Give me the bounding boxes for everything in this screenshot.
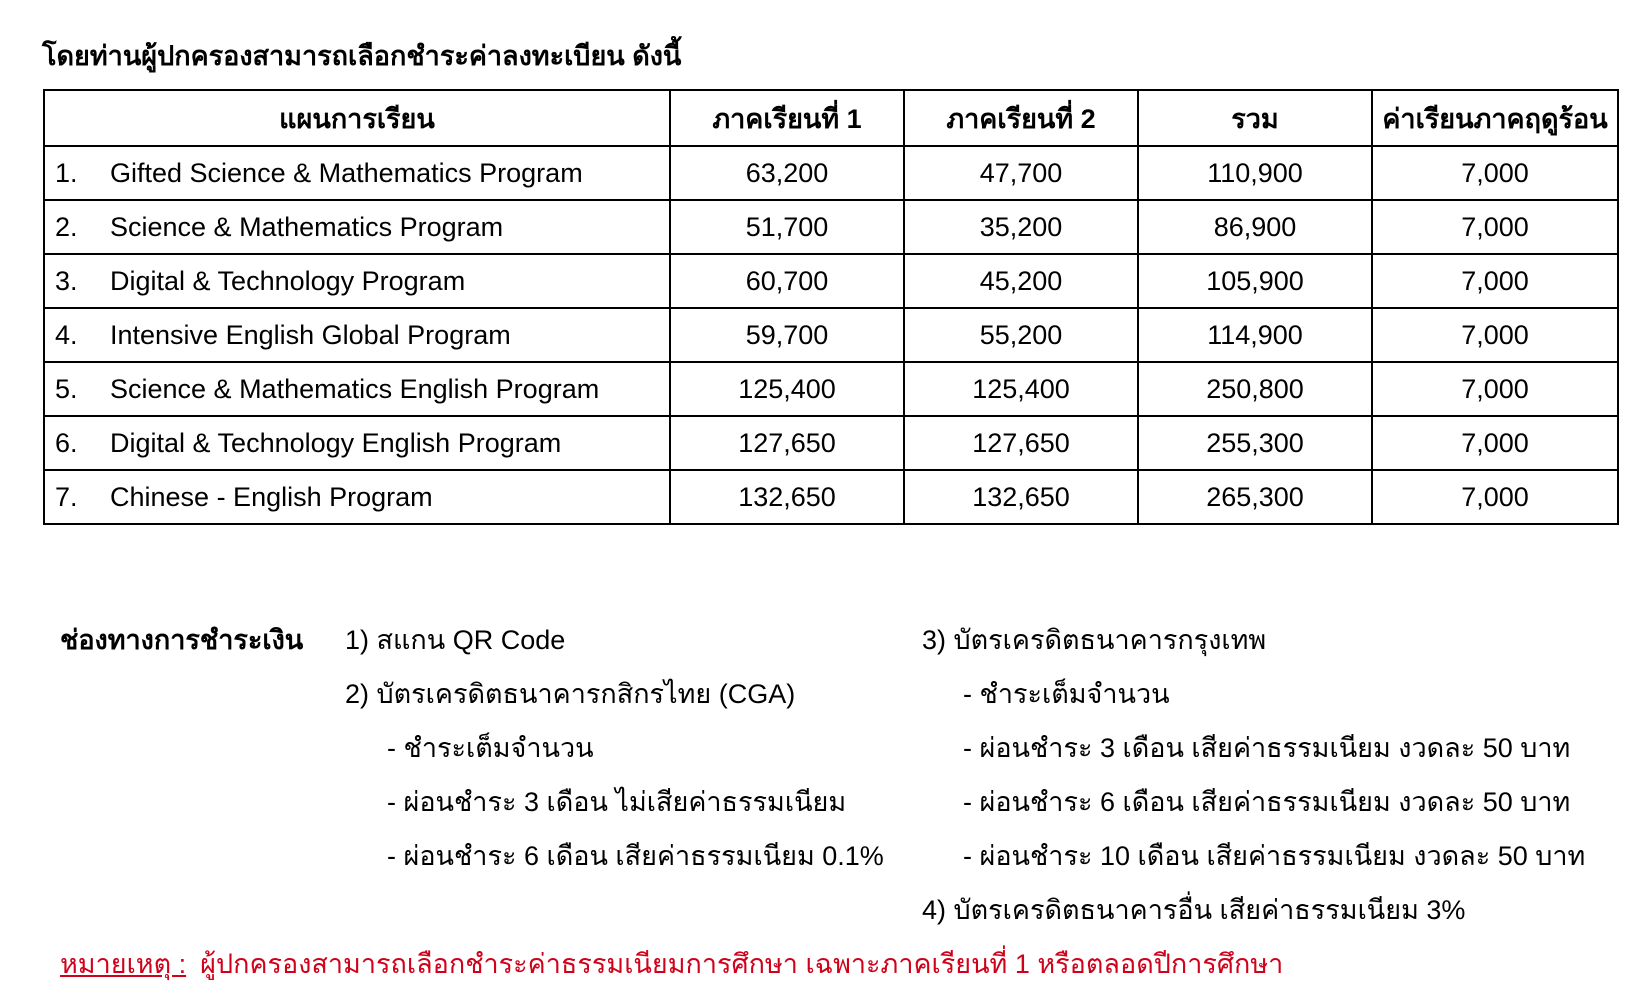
total-cell: 105,900 [1138, 254, 1372, 308]
row-number: 7. [55, 481, 78, 512]
payment-option: 1) สแกน QR Code [345, 625, 566, 655]
program-name: Science & Mathematics English Program [110, 373, 600, 404]
payment-option: 2) บัตรเครดิตธนาคารกสิกรไทย (CGA) [345, 679, 796, 709]
program-name: Digital & Technology English Program [110, 427, 562, 458]
summer-cell: 7,000 [1372, 200, 1618, 254]
table-row [44, 200, 1618, 254]
header-summer: ค่าเรียนภาคฤดูร้อน [1372, 90, 1618, 146]
payment-suboption: - ชำระเต็มจำนวน [387, 733, 594, 763]
term2-cell: 35,200 [904, 200, 1138, 254]
program-cell [44, 308, 670, 362]
payment-suboption: - ผ่อนชำระ 10 เดือน เสียค่าธรรมเนียม งวดละ 50 บาท [963, 841, 1586, 871]
total-cell: 250,800 [1138, 362, 1372, 416]
term1-cell: 63,200 [670, 146, 904, 200]
payment-option: 3) บัตรเครดิตธนาคารกรุงเทพ [922, 625, 1267, 655]
note [60, 942, 1283, 985]
note-text: ผู้ปกครองสามารถเลือกชำระค่าธรรมเนียมการศึกษา เฉพาะภาคเรียนที่ 1 หรือตลอดปีการศึกษา [200, 949, 1284, 979]
row-number: 2. [55, 211, 78, 242]
term1-cell: 125,400 [670, 362, 904, 416]
payment-suboption: - ผ่อนชำระ 3 เดือน เสียค่าธรรมเนียม งวดละ 50 บาท [963, 733, 1571, 763]
payment-suboption: - ผ่อนชำระ 6 เดือน เสียค่าธรรมเนียม งวดละ 50 บาท [963, 787, 1571, 817]
total-cell: 114,900 [1138, 308, 1372, 362]
program-name: Chinese - English Program [110, 481, 433, 512]
intro-heading: โดยท่านผู้ปกครองสามารถเลือกชำระค่าลงทะเบียน ดังนี้ [42, 41, 682, 71]
program-cell [44, 416, 670, 470]
table-row [44, 416, 1618, 470]
program-cell [44, 200, 670, 254]
row-number: 4. [55, 319, 78, 350]
term1-cell: 127,650 [670, 416, 904, 470]
table-row [44, 470, 1618, 524]
row-number: 3. [55, 265, 78, 296]
summer-cell: 7,000 [1372, 308, 1618, 362]
total-cell: 265,300 [1138, 470, 1372, 524]
term2-cell: 55,200 [904, 308, 1138, 362]
payment-title: ช่องทางการชำระเงิน [60, 625, 304, 655]
payment-suboption: - ชำระเต็มจำนวน [963, 679, 1170, 709]
total-cell: 86,900 [1138, 200, 1372, 254]
header-term2: ภาคเรียนที่ 2 [904, 90, 1138, 146]
total-cell: 255,300 [1138, 416, 1372, 470]
term2-cell: 132,650 [904, 470, 1138, 524]
table-row [44, 254, 1618, 308]
program-cell [44, 362, 670, 416]
term2-cell: 127,650 [904, 416, 1138, 470]
payment-option: 4) บัตรเครดิตธนาคารอื่น เสียค่าธรรมเนียม 3% [922, 895, 1466, 925]
program-name: Intensive English Global Program [110, 319, 511, 350]
summer-cell: 7,000 [1372, 416, 1618, 470]
row-number: 6. [55, 427, 78, 458]
note-label: หมายเหตุ : [60, 949, 187, 979]
term1-cell: 59,700 [670, 308, 904, 362]
program-name: Science & Mathematics Program [110, 211, 504, 242]
term2-cell: 47,700 [904, 146, 1138, 200]
header-total: รวม [1138, 90, 1372, 146]
payment-suboption: - ผ่อนชำระ 3 เดือน ไม่เสียค่าธรรมเนียม [387, 787, 847, 817]
summer-cell: 7,000 [1372, 254, 1618, 308]
program-name: Gifted Science & Mathematics Program [110, 157, 583, 188]
term1-cell: 51,700 [670, 200, 904, 254]
table-row [44, 362, 1618, 416]
term2-cell: 125,400 [904, 362, 1138, 416]
term2-cell: 45,200 [904, 254, 1138, 308]
program-cell [44, 254, 670, 308]
table-header-row [44, 90, 1618, 146]
program-cell [44, 470, 670, 524]
term1-cell: 60,700 [670, 254, 904, 308]
summer-cell: 7,000 [1372, 362, 1618, 416]
fee-table [43, 89, 1619, 525]
summer-cell: 7,000 [1372, 470, 1618, 524]
row-number: 5. [55, 373, 78, 404]
payment-suboption: - ผ่อนชำระ 6 เดือน เสียค่าธรรมเนียม 0.1% [387, 841, 884, 871]
term1-cell: 132,650 [670, 470, 904, 524]
total-cell: 110,900 [1138, 146, 1372, 200]
header-program: แผนการเรียน [44, 90, 670, 146]
summer-cell: 7,000 [1372, 146, 1618, 200]
table-row [44, 308, 1618, 362]
row-number: 1. [55, 157, 78, 188]
program-name: Digital & Technology Program [110, 265, 466, 296]
table-row [44, 146, 1618, 200]
program-cell [44, 146, 670, 200]
header-term1: ภาคเรียนที่ 1 [670, 90, 904, 146]
